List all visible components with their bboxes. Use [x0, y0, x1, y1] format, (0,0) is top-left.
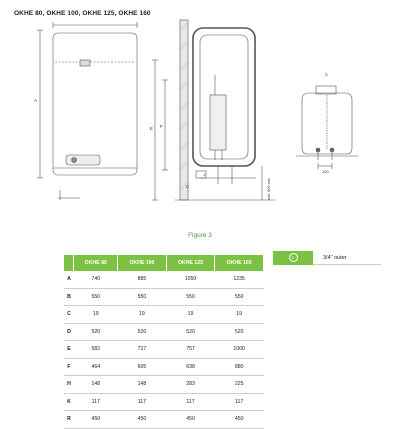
table-row: [64, 306, 264, 324]
row-label: A: [64, 271, 74, 288]
table-cell: 520: [166, 323, 215, 341]
dimension-s-label: S: [325, 72, 328, 77]
row-label: H: [64, 376, 74, 394]
table-cell: 19: [74, 306, 118, 324]
row-label: F: [64, 358, 74, 376]
legend-number: 1: [289, 253, 298, 262]
table-cell: 19: [118, 306, 167, 324]
table-cell: 1235: [215, 271, 264, 288]
front-view-drawing: [37, 22, 137, 200]
legend-row: [273, 251, 381, 265]
row-label: K: [64, 393, 74, 411]
row-label: C: [64, 306, 74, 324]
table-cell: 117: [166, 393, 215, 411]
table-header-cell: OKHE 125: [166, 255, 215, 271]
table-cell: 464: [74, 358, 118, 376]
table-cell: 727: [118, 341, 167, 359]
table-cell: 283: [166, 376, 215, 394]
table-cell: 117: [215, 393, 264, 411]
row-label: B: [64, 288, 74, 306]
table-cell: 885: [118, 271, 167, 288]
table-cell: 520: [74, 323, 118, 341]
table-cell: 582: [74, 341, 118, 359]
table-header-cell: OKHE 80: [74, 255, 118, 271]
table-row: [64, 393, 264, 411]
min-clearance-label: min. 800 mm: [267, 178, 271, 200]
table-row: [64, 271, 264, 288]
table-row: [64, 341, 264, 359]
table-cell: 1050: [166, 271, 215, 288]
table-cell: 450: [215, 411, 264, 429]
row-label: R: [64, 411, 74, 429]
table-row: [64, 288, 264, 306]
table-row: [64, 358, 264, 376]
table-cell: 450: [118, 411, 167, 429]
table-cell: 19: [166, 306, 215, 324]
table-cell: 550: [74, 288, 118, 306]
dimension-f-label: F: [160, 124, 163, 129]
dimension-a-label: A: [34, 98, 38, 103]
section-view-drawing: [152, 20, 275, 200]
table-cell: 19: [215, 306, 264, 324]
table-cell: 225: [215, 376, 264, 394]
dimensions-table: [64, 255, 264, 429]
dimension-c-label: C: [186, 184, 190, 189]
legend-value: 3/4" outer: [313, 251, 381, 265]
table-cell: 740: [74, 271, 118, 288]
table-cell: 450: [166, 411, 215, 429]
table-cell: 550: [215, 288, 264, 306]
table-header-cell: OKHE 160: [215, 255, 264, 271]
figure-caption: Figure 3: [188, 232, 212, 239]
table-cell: 117: [118, 393, 167, 411]
dimension-100-label: 100: [322, 169, 329, 174]
table-cell: 638: [166, 358, 215, 376]
top-view-drawing: [296, 86, 358, 169]
table-header-cell: [64, 255, 74, 271]
table-header-cell: OKHE 100: [118, 255, 167, 271]
table-cell: 117: [74, 393, 118, 411]
table-cell: 550: [118, 288, 167, 306]
document-title: OKHE 80, OKHE 100, OKHE 125, OKHE 160: [14, 10, 151, 17]
table-cell: 450: [74, 411, 118, 429]
dimension-e-label: E: [150, 126, 154, 131]
connection-legend-table: [273, 251, 381, 265]
table-cell: 520: [118, 323, 167, 341]
table-cell: 550: [166, 288, 215, 306]
table-header-row: [64, 255, 264, 271]
legend-number-cell: [273, 251, 313, 265]
table-row: [64, 411, 264, 429]
table-cell: 757: [166, 341, 215, 359]
table-row: [64, 323, 264, 341]
connection-1-label: 1: [203, 172, 206, 177]
table-cell: 520: [215, 323, 264, 341]
table-cell: 148: [74, 376, 118, 394]
row-label: D: [64, 323, 74, 341]
table-cell: 605: [118, 358, 167, 376]
table-cell: 148: [118, 376, 167, 394]
table-cell: 1000: [215, 341, 264, 359]
table-row: [64, 376, 264, 394]
table-cell: 880: [215, 358, 264, 376]
row-label: E: [64, 341, 74, 359]
